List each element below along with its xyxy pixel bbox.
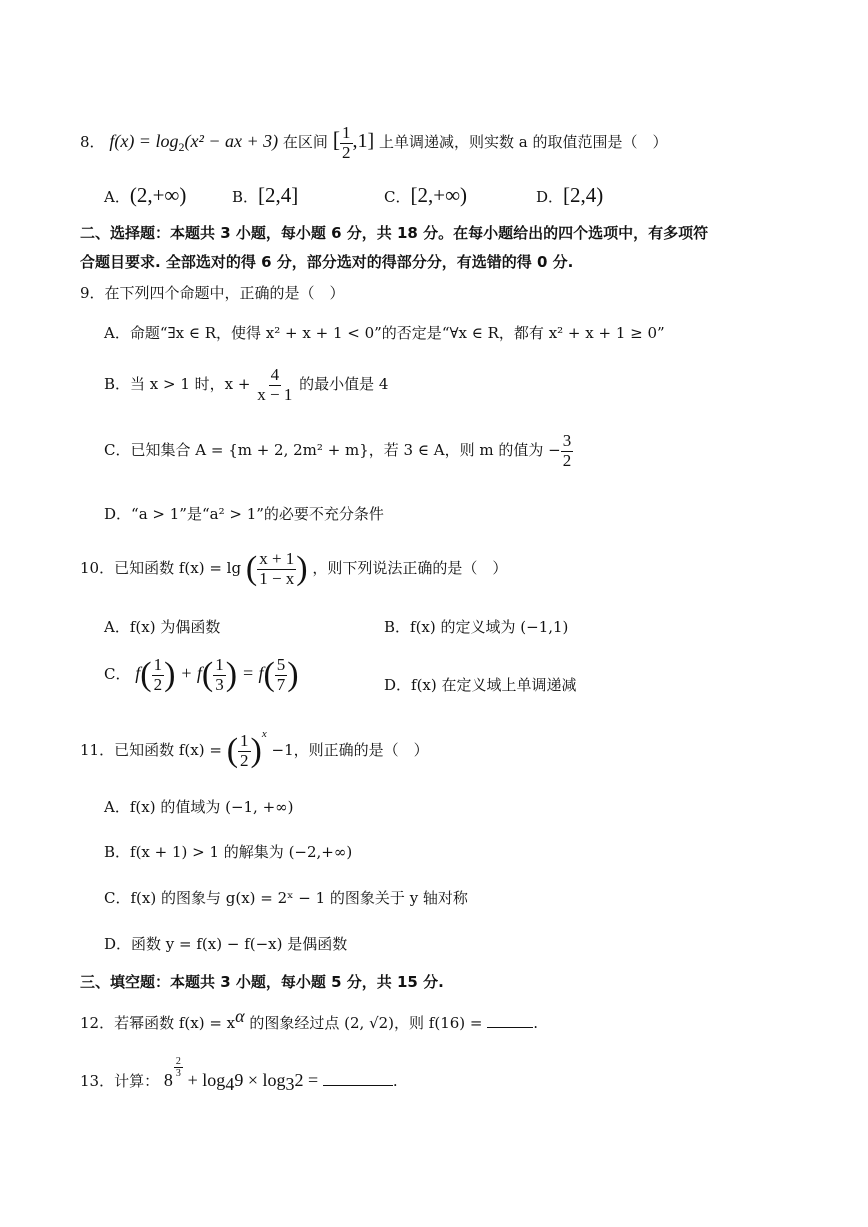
- answer-blank[interactable]: [323, 1073, 393, 1086]
- q10-option-b: [384, 616, 568, 637]
- question-text: 12．若幂函数 f(x) = x: [80, 1014, 236, 1032]
- fraction: $\frac{1}{2}$: [342, 123, 351, 162]
- question-text-2: 的图象经过点 (2, √2)，则 f(16) =: [249, 1014, 483, 1032]
- option-label: A．: [104, 618, 130, 636]
- question-9: 9．在下列四个命题中，正确的是（ ）: [80, 284, 345, 302]
- option-label: D．: [104, 935, 132, 953]
- interval-right: ,1]: [352, 130, 375, 153]
- math-argument: (x² − ax + 3): [184, 131, 279, 152]
- fraction: $\frac{x + 1}{1 - x}$: [259, 549, 295, 588]
- q9-option-c: [104, 432, 573, 470]
- function-f: f: [135, 663, 141, 684]
- option-label: A．: [104, 188, 130, 206]
- exponent: x: [261, 728, 267, 740]
- paren-right: ): [250, 732, 262, 769]
- period: .: [533, 1014, 539, 1032]
- option-label: B．: [104, 375, 131, 394]
- q11-option-b: [104, 841, 352, 862]
- plus-f: + f: [180, 663, 202, 684]
- base-8: 8: [163, 1070, 173, 1090]
- q9-option-b: [104, 366, 388, 404]
- q10-option-a: [104, 616, 220, 637]
- option-text: 已知集合 A = {m + 2, 2m² + m}，若 3 ∈ A，则 m 的值为 −: [130, 441, 561, 460]
- exponent-fraction: $\frac{2}{3}$: [175, 1056, 181, 1079]
- question-8: [80, 124, 667, 162]
- option-label: B．: [232, 188, 259, 206]
- fraction-3: $\frac{5}{7}$: [276, 655, 286, 694]
- option-label: D．: [384, 676, 412, 694]
- option-label: A．: [104, 798, 130, 816]
- option-value: [2,4): [563, 183, 604, 207]
- option-label: D．: [104, 505, 132, 523]
- question-13: [80, 1056, 398, 1095]
- option-label: C．: [384, 188, 411, 206]
- option-label: C．: [104, 889, 131, 907]
- question-text: 11．已知函数 f(x) =: [80, 741, 222, 759]
- log-base-1: 4: [225, 1074, 235, 1094]
- q9-option-a: [104, 322, 665, 343]
- question-11: [80, 728, 429, 770]
- option-text: f(x) 的值域为 (−1, +∞): [129, 798, 294, 816]
- period: .: [392, 1072, 398, 1090]
- fraction: $\frac{1}{2}$: [240, 730, 249, 770]
- option-value: (2,+∞): [129, 183, 187, 207]
- answer-blank[interactable]: [487, 1013, 533, 1028]
- question-text-end: ，则下列说法正确的是（ ）: [312, 559, 508, 578]
- log-base-2: 3: [285, 1074, 295, 1094]
- option-value: [2,4]: [258, 183, 299, 207]
- question-text-end: −1，则正确的是（ ）: [271, 741, 429, 759]
- section-2-heading-line-2: 合题目要求. 全部选对的得 6 分，部分选对的得部分分，有选错的得 0 分.: [80, 253, 574, 271]
- exponent-alpha: α: [235, 1006, 245, 1026]
- fraction-1: $\frac{1}{2}$: [153, 655, 163, 694]
- question-text: 13．计算：: [80, 1072, 160, 1090]
- q10-option-d: [384, 674, 577, 695]
- option-value: [2,+∞): [410, 183, 468, 207]
- option-label: B．: [384, 618, 411, 636]
- question-text: 10．已知函数 f(x) = lg: [80, 559, 242, 578]
- question-number: 8．: [80, 133, 105, 152]
- question-text-end: 上单调递减，则实数 a 的取值范围是（ ）: [378, 133, 668, 152]
- interval-left: [: [332, 127, 341, 153]
- option-b: [232, 183, 298, 208]
- option-text: f(x) 在定义域上单调递减: [411, 676, 577, 694]
- option-label: C．: [104, 441, 131, 460]
- question-12: [80, 1006, 538, 1033]
- option-text: 函数 y = f(x) − f(−x) 是偶函数: [131, 935, 348, 953]
- option-label: B．: [104, 843, 131, 861]
- paren-left: (: [263, 656, 275, 694]
- question-10: [80, 550, 507, 588]
- option-a: [104, 183, 186, 208]
- log-term-3: 2 =: [294, 1070, 319, 1090]
- paren-right: ): [287, 656, 299, 694]
- q9-option-d: [104, 503, 384, 524]
- equals-f: = f: [241, 663, 264, 684]
- log-base: 2: [178, 140, 185, 155]
- option-c: [384, 183, 467, 208]
- math-function: f(x) = log: [109, 131, 179, 152]
- section-2-heading-line-1: 二、选择题：本题共 3 小题，每小题 6 分，共 18 分。在每小题给出的四个选项中，有多项符: [80, 224, 709, 242]
- paren-right: ): [164, 656, 176, 694]
- option-text: 命题“∃x ∈ R，使得 x² + x + 1 < 0”的否定是“∀x ∈ R，都有 x² + x + 1 ≥ 0”: [129, 324, 665, 342]
- option-label: A．: [104, 324, 130, 342]
- section-3-heading: 三、填空题：本题共 3 小题，每小题 5 分，共 15 分.: [80, 973, 444, 991]
- paren-left: (: [226, 732, 239, 769]
- log-term-2: 9 × log: [234, 1070, 286, 1090]
- option-text: 当 x > 1 时，x +: [130, 375, 251, 394]
- q11-option-d: [104, 933, 347, 954]
- option-label: C．: [104, 665, 131, 684]
- q10-option-c: [104, 656, 299, 694]
- log-term-1: + log: [187, 1070, 226, 1090]
- option-text: f(x) 的图象与 g(x) = 2ˣ − 1 的图象关于 y 轴对称: [130, 889, 468, 907]
- paren-left: (: [245, 550, 258, 588]
- option-d: [536, 183, 603, 208]
- option-text: “a > 1”是“a² > 1”的必要不充分条件: [131, 505, 384, 523]
- fraction: $\frac{3}{2}$: [562, 431, 572, 470]
- question-text: 在区间: [282, 133, 328, 152]
- option-text: f(x) 的定义域为 (−1,1): [410, 618, 569, 636]
- fraction: $\frac{4}{x - 1}$: [257, 365, 293, 404]
- paren-left: (: [140, 656, 152, 694]
- q11-option-c: [104, 887, 468, 908]
- paren-right: ): [225, 656, 238, 694]
- option-label: D．: [536, 188, 564, 206]
- fraction-2: $\frac{1}{3}$: [215, 655, 224, 694]
- option-text: f(x) 为偶函数: [129, 618, 221, 636]
- option-text: f(x + 1) > 1 的解集为 (−2,+∞): [130, 843, 353, 861]
- paren-right: ): [296, 550, 308, 588]
- paren-left: (: [201, 656, 214, 694]
- option-text-end: 的最小值是 4: [299, 375, 389, 394]
- q11-option-a: [104, 796, 294, 817]
